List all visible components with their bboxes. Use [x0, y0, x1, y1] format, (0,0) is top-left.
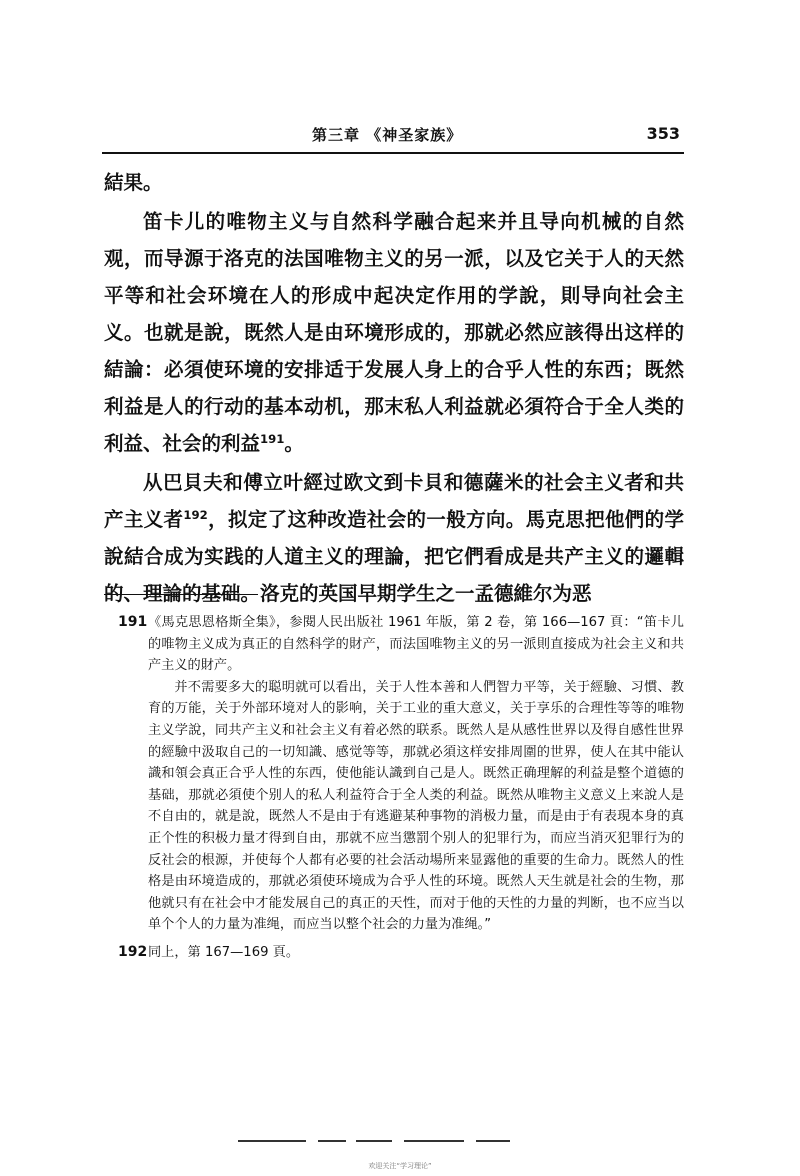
footnote-rule [104, 594, 258, 595]
paragraph [104, 203, 684, 462]
footnote-ref: 192 [183, 507, 208, 522]
footnotes [104, 612, 684, 964]
scan-artifact [318, 1140, 346, 1142]
header-rule [102, 152, 684, 154]
footnote-191 [104, 612, 684, 936]
scan-artifact [238, 1140, 306, 1142]
paragraph-text: ，拟定了这种改造社会的一般方向。馬克思把他們的学說結合成为实践的人道主义的理論，把它們看成是共产主义的邏輯的、理論的基础。洛克的英国早期学生之一孟德維尔为恶 [104, 508, 684, 605]
footnote-192 [104, 942, 684, 964]
paragraph-end: 。 [284, 432, 304, 455]
scan-artifact [356, 1140, 392, 1142]
footnote-ref: 191 [260, 431, 285, 446]
running-header [104, 118, 684, 148]
footnote-quote: 并不需要多大的聪明就可以看出，关于人性本善和人們智力平等，关于經驗、习慣、教育的万能，关于外部环境对人的影响，关于工业的重大意义，关于享乐的合理性等等的唯物主义学說，同共产主义和社会主义有着必然的联系。既然人是从感性世界以及得自感性世界的經驗中汲取自己的一切知識、感觉等等，那就必須这样安排周圍的世界，使人在其中能认識和領会真正合乎人性的东西，使他能认識到自己是人。既然正确理解的利益是整个道德的基础，那就必須使个别人的私人利益符合于全人类的利益。既然从唯物主义意义上来說人是不自由的，就是說，既然人不是由于有逃避某种事物的消极力量，而是由于有表現本身的真正个性的积极力量才得到自由，那就不应当懲罰个别人的犯罪行为，而应当消灭犯罪行为的反社会的根源，并使每个人都有必要的社会活动場所来显露他的重要的生命力。既然人的性格是由环境造成的，那就必須使环境成为合乎人性的环境。既然人天生就是社会的生物，那他就只有在社会中才能发展自己的真正的天性，而对于他的天性的力量的判断，也不应当以单个个人的力量为准绳，而应当以整个社会的力量为准绳。” [148, 679, 684, 933]
scan-artifact [404, 1140, 464, 1142]
page-number: 353 [646, 124, 680, 143]
footnote-number: 191 [118, 614, 148, 630]
footnote-text: 《馬克思恩格斯全集》，参閱人民出版社 1961 年版，第 2 卷，第 166—167 頁：“笛卡儿的唯物主义成为真正的自然科学的財产，而法国唯物主义的另一派則直接成为社会主义和共产主义的財产。 [148, 615, 684, 674]
main-text [104, 164, 684, 612]
paragraph: 結果。 [104, 171, 163, 194]
paragraph-text: 笛卡儿的唯物主义与自然科学融合起来并且导向机械的自然观，而导源于洛克的法国唯物主义的另一派，以及它关于人的天然平等和社会环境在人的形成中起决定作用的学說，則导向社会主义。也就是說，既然人是由环境形成的，那就必然应該得出这样的結論：必須使环境的安排适于发展人身上的合乎人性的东西；既然利益是人的行动的基本动机，那末私人利益就必須符合于全人类的利益、社会的利益 [104, 210, 684, 455]
footnote-text: 同上，第 167—169 頁。 [148, 944, 300, 960]
chapter-title: 第三章 《神圣家族》 [312, 126, 463, 144]
watermark: 欢迎关注“学习理论” [368, 1162, 432, 1170]
scan-artifact [476, 1140, 510, 1142]
footnote-number: 192 [118, 943, 148, 960]
paragraph-text: 从巴貝夫和傅立叶經过欧文到卡貝和德薩米的社会主义者和共产主义者 [104, 471, 684, 531]
paragraph [104, 464, 684, 612]
